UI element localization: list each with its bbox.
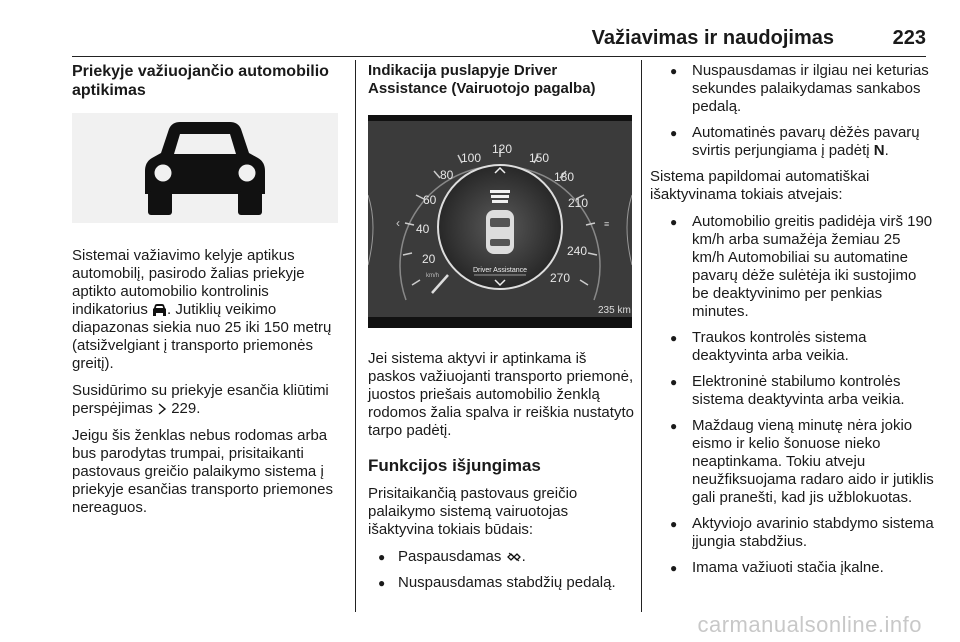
speed-tick-120: 120 xyxy=(492,142,513,156)
section-heading-driver-assistance: Indikacija puslapyje Driver Assistance (Vairuotojo pagalba) xyxy=(368,62,596,97)
speed-tick-60: 60 xyxy=(423,193,437,207)
list-item: ● Automatinės pavarų dėžės pavarų svirtis perjungiama į padėtį N. xyxy=(650,124,935,160)
fuel-indicator: ≡ xyxy=(604,219,610,229)
header-rule xyxy=(72,56,926,57)
page-reference-link[interactable]: 229. xyxy=(171,400,201,417)
speed-tick-240: 240 xyxy=(567,244,588,258)
list-item: ● Nuspausdamas stabdžių pedalą. xyxy=(368,574,634,592)
paragraph-no-reaction: Jeigu šis ženklas nebus rodomas arba bus parodytas trumpai, prisitaikanti pastovaus greičio palaikymo sistema į priekyje esančias transporto priemones nereaguos. xyxy=(72,427,333,516)
deactivation-list-continued xyxy=(650,62,935,160)
speed-tick-180: 180 xyxy=(554,170,575,184)
auto-deactivation-list xyxy=(650,213,935,577)
speed-tick-210: 210 xyxy=(568,196,589,210)
column-divider-1 xyxy=(355,60,356,612)
deactivation-list xyxy=(368,548,634,592)
own-vehicle-icon xyxy=(486,210,514,254)
speed-unit-label: km/h xyxy=(426,273,440,279)
paragraph-detection: Sistemai važiavimo kelyje aptikus automobilį, pasirodo žalias priekyje aptikto automobilio kontrolinis indikatorius . Jutiklių veikimo diapazonas siekia nuo 25 iki 150 metrų (atsižvelgiant į transporto priemonės greitį). xyxy=(72,247,332,372)
section-heading-front-vehicle: Priekyje važiuojančio automobilio aptikimas xyxy=(72,63,329,99)
gear-position: N xyxy=(873,142,885,159)
list-item: ● Traukos kontrolės sistema deaktyvinta arba veikia. xyxy=(650,329,935,365)
section-heading-deactivation: Funkcijos išjungimas xyxy=(368,456,541,475)
cruise-control-icon xyxy=(506,551,522,563)
column-3 xyxy=(650,62,935,585)
paragraph-auto-deactivation: Sistema papildomai automatiškai išaktyvinama tokiais atvejais: xyxy=(650,168,870,203)
list-item: ● Paspausdamas . xyxy=(368,548,634,566)
paragraph-following-vehicle: Jei sistema aktyvi ir aptinkama iš paskos važiuojanti transporto priemonė, juostos priešais automobilio ženklą rodomos žalia spalva ir reiškia nustatyto tarpo padėtį. xyxy=(368,350,634,439)
column-1 xyxy=(72,62,344,526)
odometer-readout: 235 km xyxy=(598,305,631,316)
list-item: ● Elektroninė stabilumo kontrolės sistema deaktyvinta arba veikia. xyxy=(650,373,935,409)
paragraph-deactivation-ways: Prisitaikančią pastovaus greičio palaikymo sistemą vairuotojas išaktyvina tokiais būdais: xyxy=(368,485,578,538)
screen-label: Driver Assistance xyxy=(472,267,528,274)
speed-tick-20: 20 xyxy=(422,252,436,266)
speed-tick-270: 270 xyxy=(550,271,571,285)
speed-tick-150: 150 xyxy=(529,151,550,165)
list-item: ● Automobilio greitis padidėja virš 190 km/h arba sumažėja žemiau 25 km/h Automobiliai su automatine pavarų dėže sulėtėja iki sustojimo be deaktyvinimo per penkias minutes. xyxy=(650,213,935,321)
speed-tick-100: 100 xyxy=(461,151,482,165)
watermark: carmanualsonline.info xyxy=(697,612,922,637)
car-front-icon xyxy=(72,113,338,223)
list-item: ● Aktyviojo avarinio stabdymo sistema įjungia stabdžius. xyxy=(650,515,935,551)
page-reference-icon xyxy=(157,403,167,415)
instrument-cluster-illustration xyxy=(368,115,632,328)
paragraph-collision-warning: Susidūrimo su priekyje esančia kliūtimi perspėjimas 229. xyxy=(72,382,329,417)
column-divider-2 xyxy=(641,60,642,612)
left-chevron-icon: ‹ xyxy=(396,216,400,230)
list-item: ● Nuspausdamas ir ilgiau nei keturias sekundes palaikydamas sankabos pedalą. xyxy=(650,62,935,116)
car-front-inline-icon xyxy=(152,303,167,316)
page-header xyxy=(72,27,926,57)
indicator-icon-box xyxy=(72,113,338,223)
distance-bars-icon xyxy=(490,190,510,203)
speed-tick-40: 40 xyxy=(416,222,430,236)
list-item: ● Imama važiuoti stačia įkalne. xyxy=(650,559,935,577)
column-2 xyxy=(368,62,634,600)
speed-tick-80: 80 xyxy=(440,168,454,182)
header-title: Važiavimas ir naudojimas xyxy=(591,27,834,49)
list-item: ● Maždaug vieną minutę nėra jokio eismo ir kelio šonuose nieko neaptinkama. Tokiu atveju neužfiksuojama radaro aido ir jutiklis gali pranešti, kad jis užblokuotas. xyxy=(650,417,935,507)
page-number: 223 xyxy=(892,27,926,49)
